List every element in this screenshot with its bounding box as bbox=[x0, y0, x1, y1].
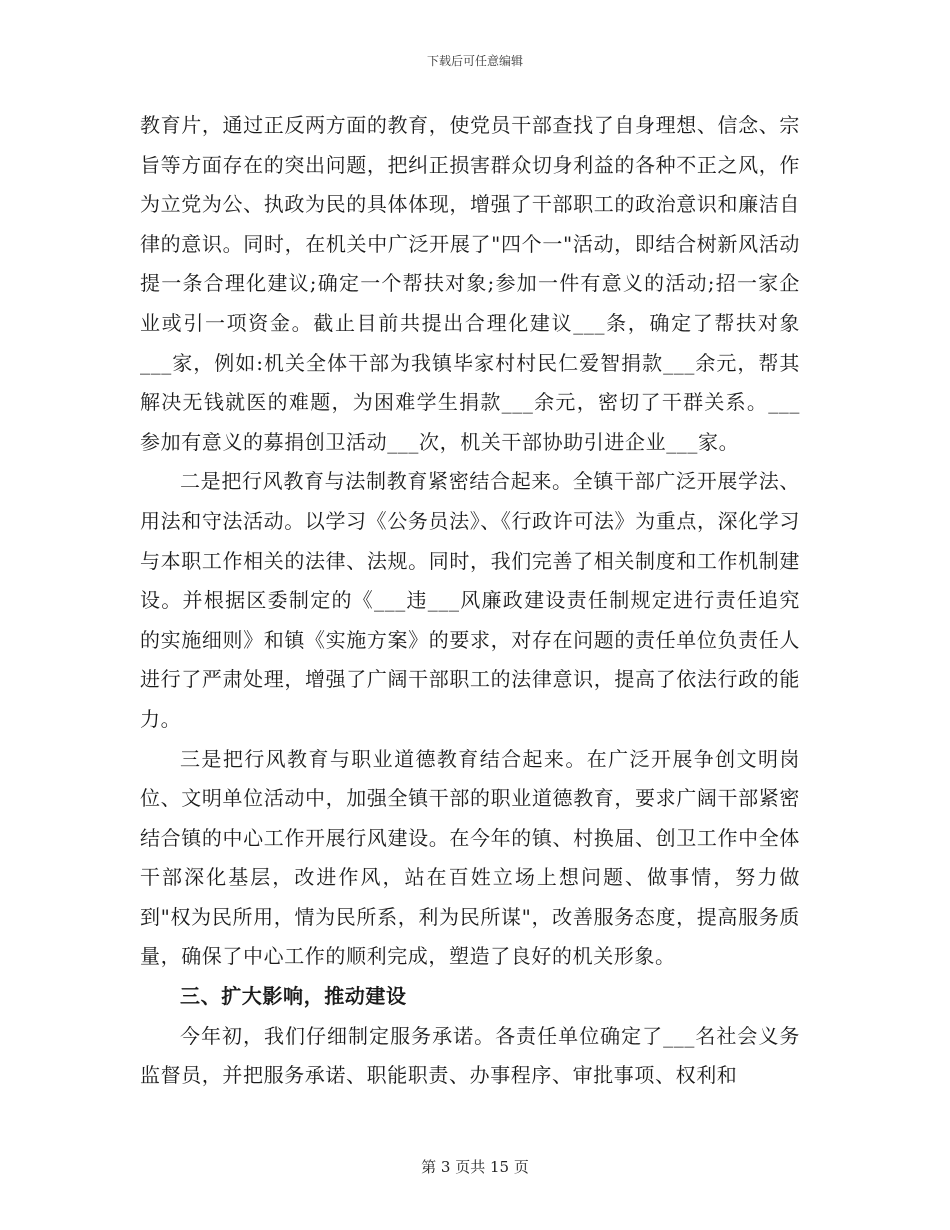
paragraph-law-education: 二是把行风教育与法制教育紧密结合起来。全镇干部广泛开展学法、用法和守法活动。以学习《公务员法》、《行政许可法》为重点，深化学习与本职工作相关的法律、法规。同时，我们完善了相关制度和工作机制建设。并根据区委制定的《___违___风廉政建设责任制规定进行责任追究的实施细则》和镇《实施方案》的要求，对存在问题的责任单位负责任人进行了严肃处理，增强了广阔干部职工的法律意识，提高了依法行政的能力。 bbox=[140, 469, 800, 731]
document-body bbox=[140, 106, 800, 1096]
paragraph-continuation: 教育片，通过正反两方面的教育，使党员干部查找了自身理想、信念、宗旨等方面存在的突出问题，把纠正损害群众切身利益的各种不正之风，作为立党为公、执政为民的具体体现，增强了干部职工的政治意识和廉洁自律的意识。同时，在机关中广泛开展了"四个一"活动，即结合树新风活动提一条合理化建议;确定一个帮扶对象;参加一件有意义的活动;招一家企业或引一项资金。截止目前共提出合理化建议___条，确定了帮扶对象___家，例如:机关全体干部为我镇毕家村村民仁爱智捐款___余元，帮其解决无钱就医的难题，为困难学生捐款___余元，密切了干群关系。___参加有意义的募捐创卫活动___次，机关干部协助引进企业___家。 bbox=[140, 113, 800, 454]
page-number: 第 3 页共 15 页 bbox=[421, 1158, 529, 1176]
header-note: 下载后可任意编辑 bbox=[426, 54, 523, 68]
section-heading: 三、扩大影响，推动建设 bbox=[180, 984, 407, 1009]
paragraph-ethics-education: 三是把行风教育与职业道德教育结合起来。在广泛开展争创文明岗位、文明单位活动中，加强全镇干部的职业道德教育，要求广阔干部紧密结合镇的中心工作开展行风建设。在今年的镇、村换届、创卫工作中全体干部深化基层，改进作风，站在百姓立场上想问题、做事情，努力做到"权为民所用，情为民所系，利为民所谋"，改善服务态度，提高服务质量，确保了中心工作的顺利完成，塑造了良好的机关形象。 bbox=[140, 746, 800, 969]
paragraph-service-commitment: 今年初，我们仔细制定服务承诺。各责任单位确定了___名社会义务监督员，并把服务承诺、职能职责、办事程序、审批事项、权利和 bbox=[140, 1023, 800, 1088]
